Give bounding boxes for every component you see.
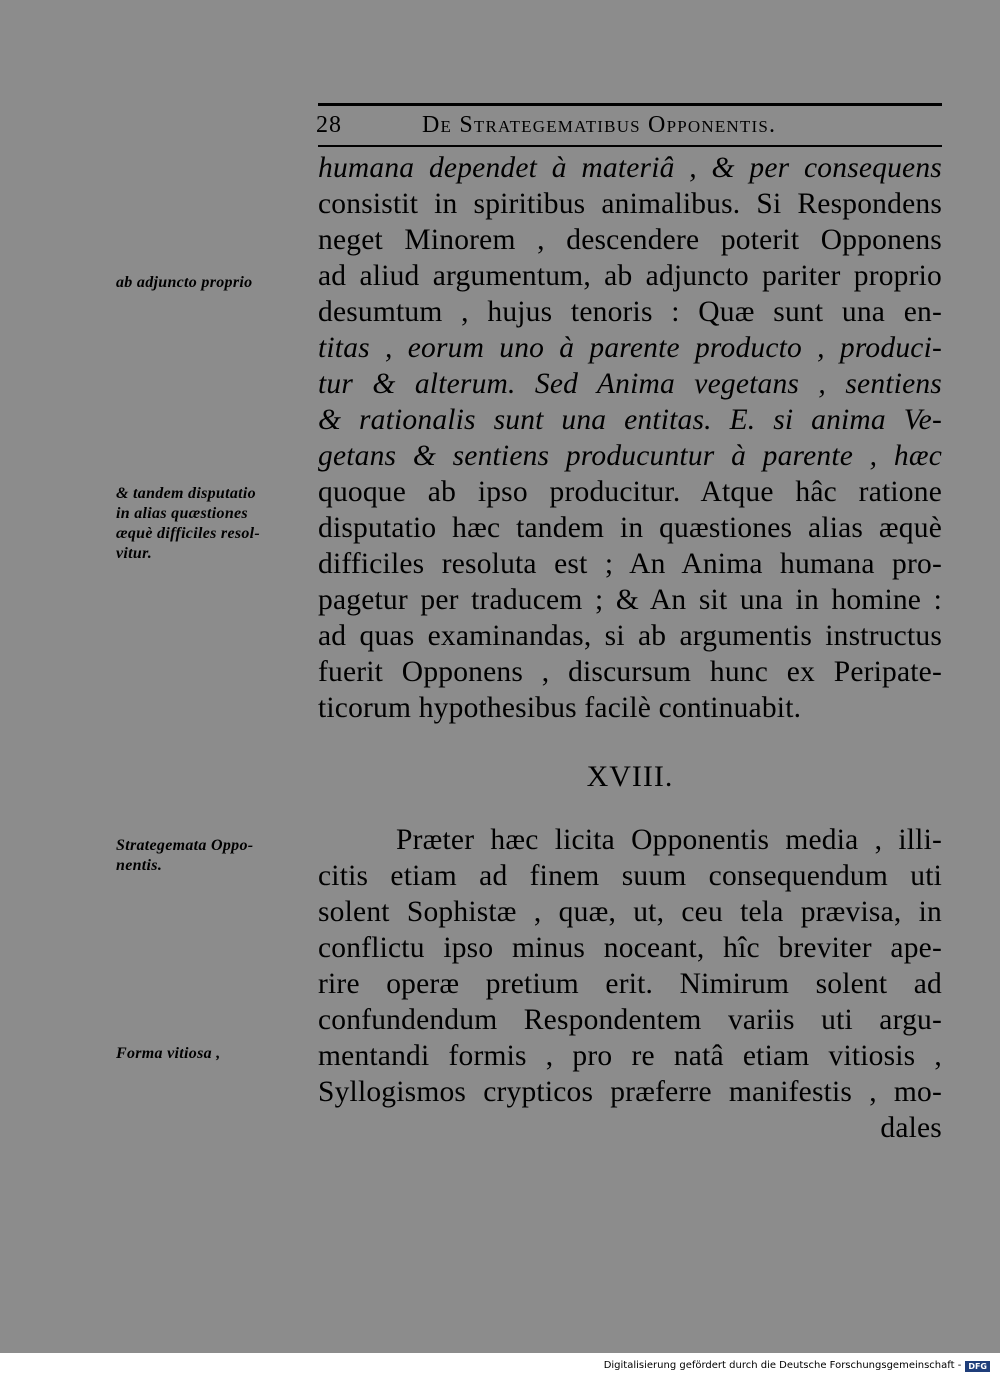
- dfg-logo: DFG: [965, 1361, 990, 1372]
- body-line: & rationalis sunt una entitas. E. si anima Ve-: [318, 404, 942, 436]
- running-head: De Strategematibus Opponentis.: [422, 112, 777, 138]
- body-line: pagetur per traducem ; & An sit una in homine :: [318, 584, 942, 616]
- catchword: dales: [880, 1112, 942, 1144]
- funding-footer: [604, 1359, 990, 1373]
- section-line: citis etiam ad finem suum consequendum uti: [318, 860, 942, 892]
- marginal-note: [116, 484, 316, 564]
- body-line: quoque ab ipso producitur. Atque hâc ratione: [318, 476, 942, 508]
- marginal-note-line: Forma vitiosa ,: [116, 1045, 221, 1062]
- section-line: solent Sophistæ , quæ, ut, ceu tela prævisa, in: [318, 896, 942, 928]
- marginal-note-line: Strategemata Oppo-: [116, 837, 254, 854]
- body-line: ticorum hypothesibus facilè continuabit.: [318, 692, 802, 724]
- marginal-note-line: vitur.: [116, 545, 153, 562]
- body-line: neget Minorem , descendere poterit Opponens: [318, 224, 942, 256]
- marginal-note-line: in alias quæstiones: [116, 505, 248, 522]
- section-line: Syllogismos crypticos præferre manifestis , mo-: [318, 1076, 942, 1108]
- section-line: Præter hæc licita Opponentis media , illi-: [396, 824, 942, 856]
- footer-text: Digitalisierung gefördert durch die Deutsche Forschungsgemeinschaft -: [603, 1360, 962, 1371]
- body-line: fuerit Opponens , discursum hunc ex Peripate-: [318, 656, 942, 688]
- section-line: rire operæ pretium erit. Nimirum solent ad: [318, 968, 942, 1000]
- section-number: XVIII.: [586, 760, 674, 793]
- body-line: desumtum , hujus tenoris : Quæ sunt una en-: [318, 296, 942, 328]
- marginal-note-line: ab adjuncto proprio: [116, 274, 253, 291]
- page-number: 28: [316, 112, 342, 138]
- marginal-note: [116, 273, 316, 293]
- marginal-note: [116, 1044, 316, 1064]
- section-line: mentandi formis , pro re natâ etiam vitiosis ,: [318, 1040, 942, 1072]
- body-line: disputatio hæc tandem in quæstiones alias æquè: [318, 512, 942, 544]
- body-line: getans & sentiens producuntur à parente , hæc: [318, 440, 942, 472]
- section-line: conflictu ipso minus noceant, hîc breviter ape-: [318, 932, 942, 964]
- marginal-note: [116, 836, 316, 876]
- header-rule-top: [318, 103, 942, 106]
- marginal-note-line: nentis.: [116, 857, 163, 874]
- body-line: difficiles resoluta est ; An Anima humana pro-: [318, 548, 942, 580]
- body-line: titas , eorum uno à parente producto , produci-: [318, 332, 942, 364]
- body-line: consistit in spiritibus animalibus. Si Respondens: [318, 188, 942, 220]
- body-line: humana dependet à materiâ , & per consequens: [318, 152, 942, 184]
- body-line: ad aliud argumentum, ab adjuncto pariter proprio: [318, 260, 942, 292]
- body-line: tur & alterum. Sed Anima vegetans , sentiens: [318, 368, 942, 400]
- section-line: confundendum Respondentem variis uti argu-: [318, 1004, 942, 1036]
- body-line: ad quas examinandas, si ab argumentis instructus: [318, 620, 942, 652]
- marginal-note-line: & tandem disputatio: [116, 485, 256, 502]
- header-rule-bottom: [318, 145, 942, 147]
- marginal-note-line: æquè difficiles resol-: [116, 525, 261, 542]
